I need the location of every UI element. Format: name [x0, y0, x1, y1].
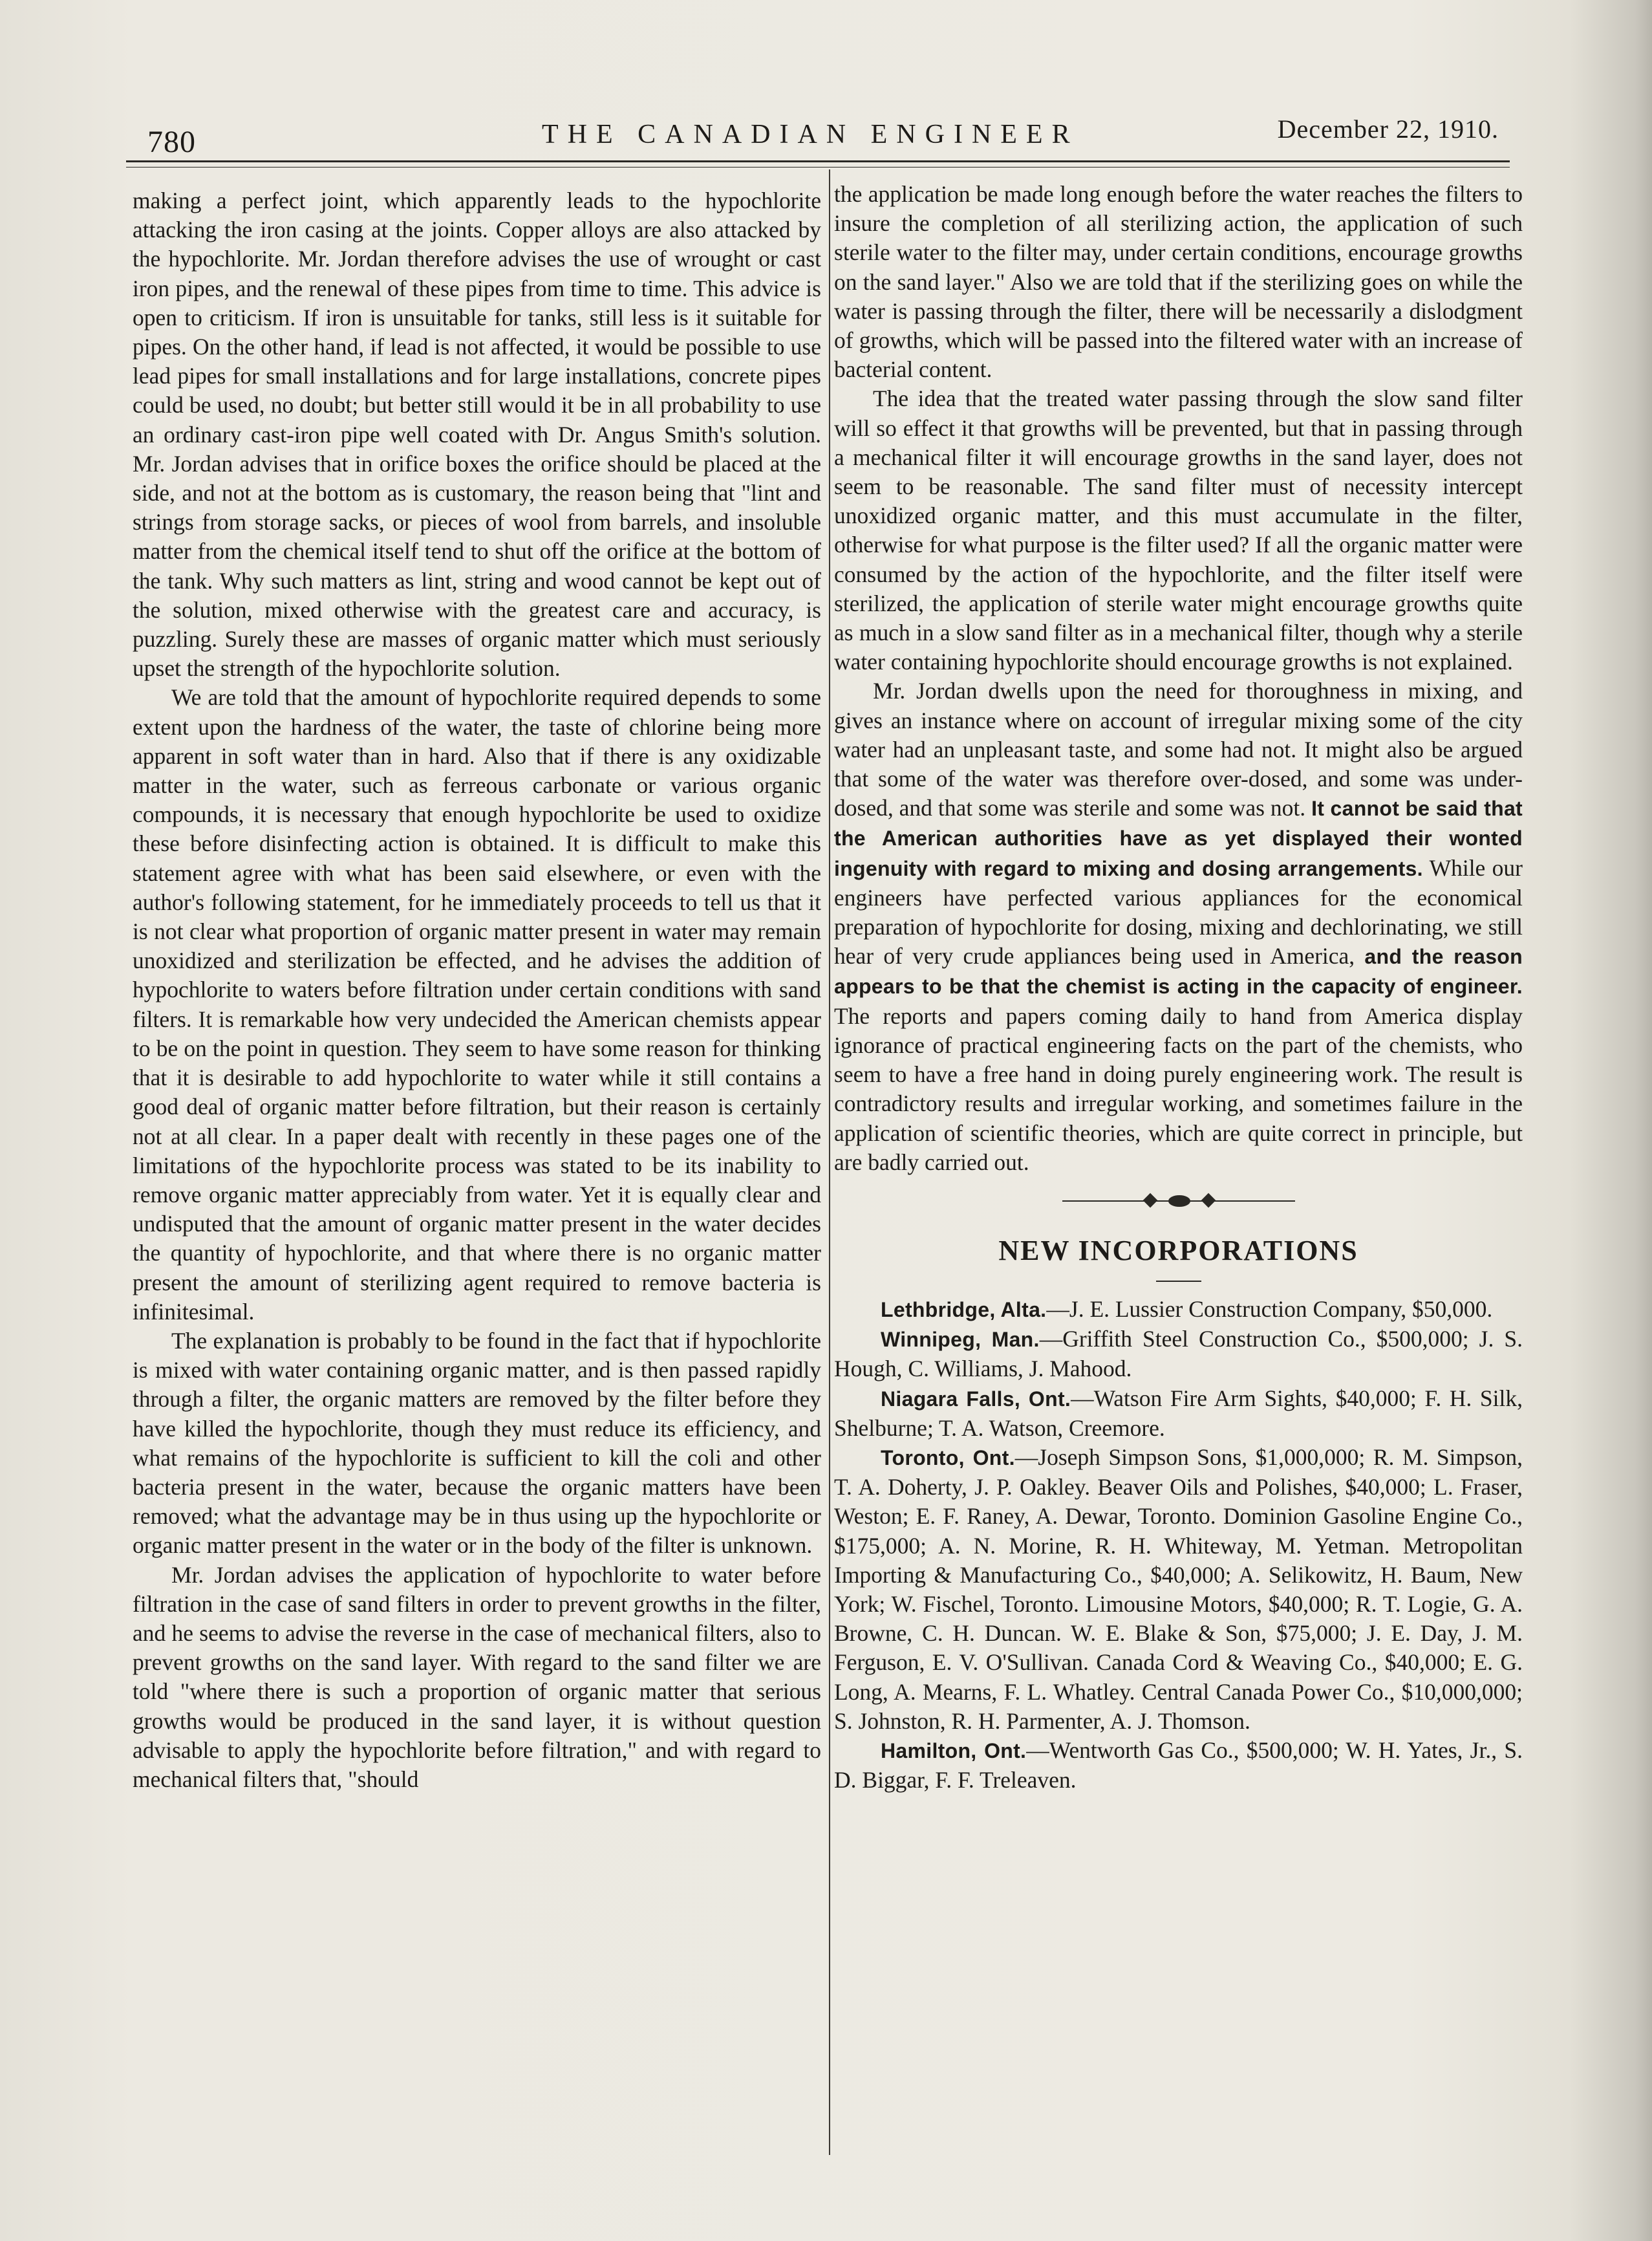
place-name: Hamilton, Ont. [881, 1738, 1027, 1762]
right-column [834, 180, 1523, 1795]
section-heading: NEW INCORPORATIONS [998, 1234, 1358, 1266]
list-item [834, 1443, 1523, 1736]
paragraph: We are told that the amount of hypochlorite required depends to some extent upon the hardness of the water, the taste of chlorine being more apparent in soft water than in hard. Also that if there is any oxidizable matter in the water, such as ferreous carbonate or various organic compounds, it is necessary that enough hypochlorite be used to oxidize these before disinfecting action is obtained. It is difficult to make this statement agree with what has been said elsewhere, or even with the author's following statement, for he immediately proceeds to tell us that it is not clear what proportion of organic matter present in water may remain unoxidized and sterilization be effected, and he advises the addition of hypochlorite to waters before filtration under certain conditions with sand filters. It is remarkable how very undecided the American chemists appear to be on the point in question. They seem to have some reason for thinking that it is desirable to add hypochlorite to water while it still contains a good deal of organic matter before filtration, but their reason is certainly not at all clear. In a paper dealt with recently in these pages one of the limitations of the hypochlorite process was stated to be its inability to remove organic matter appreciably from water. Yet it is equally clear and undisputed that the amount of organic matter present in the water decides the quantity of hypochlorite, and that where there is no organic matter present the amount of sterilizing agent required to remove bacteria is infinitesimal. [133, 684, 821, 1325]
paragraph: Mr. Jordan advises the application of hypochlorite to water before filtration in the case of sand filters in order to prevent growths in the filter, and he seems to advise the reverse in the case of mechanical filters, also to prevent growths on the sand layer. With regard to the sand filter we are told "where there is such a proportion of organic matter that serious growths would be produced in the sand layer, it is without question advisable to apply the hypochlorite before filtration," and with regard to mechanical filters that, "should [133, 1561, 821, 1792]
paragraph: The explanation is probably to be found in the fact that if hypochlorite is mixed with water containing organic matter, and is then passed rapidly through a filter, the organic matters are removed by the filter before they have killed the hypochlorite, though they must reduce its efficiency, and what remains of the hypochlorite is sufficient to kill the coli and other bacteria present in the water, because the organic matters have been removed; what the advantage may be in thus using up the hypochlorite or organic matter present in the water or in the body of the filter is unknown. [133, 1327, 821, 1559]
list-item [834, 1325, 1523, 1383]
header-rule-thin [126, 167, 1510, 168]
place-name: Winnipeg, Man. [881, 1328, 1040, 1352]
incorporations-list [834, 1295, 1523, 1795]
entry-text: —J. E. Lussier Construction Company, $50,000. [1046, 1295, 1493, 1322]
entry-text: —Joseph Simpson Sons, $1,000,000; R. M. Simpson, T. A. Doherty, J. P. Oakley. Beaver Oils and Polishes, $40,000; L. Fraser, Weston; E. F. Raney, A. Dewar, Toronto. Dominion Gasoline Engine Co., $175,000; A. N. Morine, R. H. Whiteway, M. Yetman. Metropolitan Importing & Manufacturing Co., $40,000; A. Selikowitz, H. Baum, New York; W. Fischel, Toronto. Limousine Motors, $40,000; R. T. Logie, G. A. Browne, C. H. Duncan. W. E. Blake & Son, $75,000; J. E. Day, J. M. Ferguson, E. V. O'Sullivan. Canada Cord & Weaving Co., $40,000; E. G. Long, A. Mearns, F. L. Whatley. Central Canada Power Co., $10,000,000; S. Johnston, R. H. Parmenter, A. J. Thomson. [834, 1444, 1523, 1734]
text-run: Mr. Jordan dwells upon the need for thoroughness in mixing, and gives an instance where on account of irregular mixing some of the city water had an unpleasant taste, and some had not. It might also be argued that some of the water was therefore over-dosed, and some was under-dosed, and that some was sterile and some was not. [834, 678, 1523, 821]
section-ornament [1062, 1191, 1295, 1211]
place-name: Lethbridge, Alta. [881, 1297, 1047, 1321]
entry-text: —Griffith Steel Construction Co., $500,000; J. S. Hough, C. Williams, J. Mahood. [834, 1326, 1523, 1382]
list-item [834, 1736, 1523, 1795]
column-divider [829, 169, 830, 2155]
bold-statement: and the reason appears to be that the chemist is acting in the capacity of engineer. [834, 945, 1523, 999]
bold-statement: It cannot be said that the American authorities have as yet displayed their wonted ingenuity with regard to mixing and dosing arrangements. [834, 797, 1523, 880]
list-item [834, 1295, 1523, 1325]
text-run: While our engineers have perfected various appliances for the economical preparation of hypochlorite for dosing, mixing and dechlorinating, we still hear of very crude appliances being used in America, [834, 854, 1523, 969]
issue-date: December 22, 1910. [1277, 114, 1499, 144]
place-name: Niagara Falls, Ont. [881, 1387, 1071, 1411]
text-run: The reports and papers coming daily to hand from America display ignorance of practical engineering facts on the part of the chemists, who seem to have a free hand in doing purely engineering work. The result is contradictory results and irregular working, and sometimes failure in the application of scientific theories, which are quite correct in principle, but are badly carried out. [834, 1002, 1523, 1175]
page-header [147, 109, 1499, 160]
paragraph: the application be made long enough before the water reaches the filters to insure the completion of all sterilizing action, the application of such sterile water to the filter may, under certain conditions, encourage growths on the sand layer." Also we are told that if the sterilizing goes on while the water is passing through the filter, there will be necessarily a dislodgment of growths, which will be passed into the filtered water with an increase of bacterial content. [834, 181, 1523, 383]
left-column [133, 186, 821, 1794]
page-number: 780 [147, 125, 196, 159]
header-rule [126, 160, 1510, 162]
paragraph: The idea that the treated water passing through the slow sand filter will so effect it that growths will be prevented, but that in passing through a mechanical filter it will encourage growths in the sand layer, does not seem to be reasonable. The sand filter must of necessity intercept unoxidized organic matter, and this must accumulate in the filter, otherwise for what purpose is the filter used? If all the organic matter were consumed by the action of the hypochlorite, and the filter itself were sterilized, the application of sterile water might encourage growths quite as much in a slow sand filter as in a mechanical filter, though why a sterile water containing hypochlorite should encourage growths is not explained. [834, 385, 1523, 675]
entry-text: —Wentworth Gas Co., $500,000; W. H. Yates, Jr., S. D. Biggar, F. F. Treleaven. [834, 1737, 1523, 1793]
paragraph: making a perfect joint, which apparently leads to the hypochlorite attacking the iron casing at the joints. Copper alloys are also attacked by the hypochlorite. Mr. Jordan therefore advises the use of wrought or cast iron pipes, and the renewal of these pipes from time to time. This advice is open to criticism. If iron is unsuitable for tanks, still less is it suitable for pipes. On the other hand, if lead is not affected, it would be possible to use lead pipes for small installations and for large installations, concrete pipes could be used, no doubt; but better still would it be in all probability to use an ordinary cast-iron pipe well coated with Dr. Angus Smith's solution. Mr. Jordan advises that in orifice boxes the orifice should be placed at the side, and not at the bottom as is customary, the reason being that "lint and strings from storage sacks, or pieces of wool from barrels, and insoluble matter from the chemical itself tend to shut off the orifice at the bottom of the tank. Why such matters as lint, string and wood cannot be kept out of the solution, mixed otherwise with the greatest care and accuracy, is puzzling. Surely these are masses of organic matter which must seriously upset the strength of the hypochlorite solution. [133, 188, 821, 682]
list-item [834, 1384, 1523, 1443]
place-name: Toronto, Ont. [881, 1445, 1015, 1469]
heading-rule [1156, 1281, 1201, 1282]
paragraph [834, 677, 1523, 1176]
entry-text: —Watson Fire Arm Sights, $40,000; F. H. Silk, Shelburne; T. A. Watson, Creemore. [834, 1385, 1523, 1441]
journal-title: THE CANADIAN ENGINEER [542, 120, 1079, 149]
